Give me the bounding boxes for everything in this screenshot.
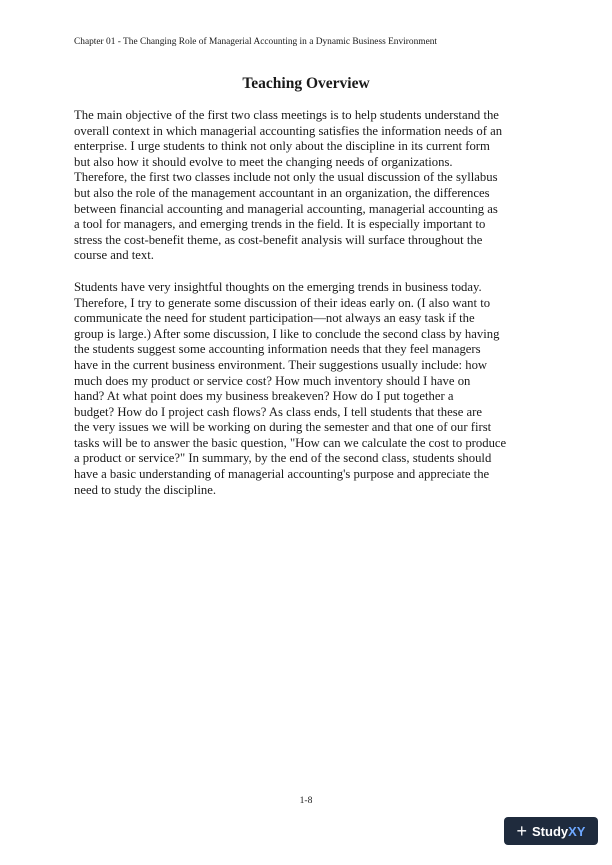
- text-line: enterprise. I urge students to think not only about the discipline in its current form: [74, 139, 490, 154]
- watermark-brand: Study: [532, 823, 569, 839]
- text-line: communicate the need for student participation—not always an easy task if the: [74, 311, 475, 326]
- text-line: budget? How do I project cash flows? As class ends, I tell students that these are: [74, 404, 483, 419]
- body-text: [74, 108, 544, 514]
- text-line: the very issues we will be working on during the semester and that one of our first: [74, 420, 492, 435]
- text-line: between financial accounting and managerial accounting, managerial accounting as: [74, 201, 498, 216]
- text-line: Students have very insightful thoughts on the emerging trends in business today.: [74, 279, 482, 294]
- paragraph-1: [74, 108, 544, 264]
- watermark-brand-accent: XY: [568, 823, 586, 839]
- text-line: stress the cost-benefit theme, as cost-benefit analysis will surface throughout the: [74, 232, 483, 247]
- page-number: 1-8: [299, 795, 313, 806]
- plus-icon: +: [516, 821, 528, 841]
- text-line: tasks will be to answer the basic question, "How can we calculate the cost to produce: [74, 435, 507, 450]
- text-line: The main objective of the first two class meetings is to help students understand the: [74, 108, 499, 122]
- text-line: have a basic understanding of managerial accounting's purpose and appreciate the: [74, 467, 490, 482]
- text-line: the students suggest some accounting information needs that they feel managers: [74, 342, 481, 357]
- text-line: but also how it should evolve to meet the changing needs of organizations.: [74, 154, 453, 169]
- text-line: a product or service?" In summary, by the end of the second class, students should: [74, 451, 492, 466]
- text-line: much does my product or service cost? How much inventory should I have on: [74, 373, 471, 388]
- text-line: group is large.) After some discussion, I like to conclude the second class by having: [74, 326, 500, 341]
- studyxy-watermark[interactable]: [504, 817, 598, 845]
- text-line: course and text.: [74, 248, 154, 263]
- text-line: a tool for managers, and emerging trends in the field. It is especially important to: [74, 217, 486, 232]
- text-line: Therefore, the first two classes include not only the usual discussion of the syllabus: [74, 170, 498, 185]
- text-line: but also the role of the management accountant in an organization, the differences: [74, 185, 490, 200]
- running-header: Chapter 01 - The Changing Role of Managerial Accounting in a Dynamic Business Environment: [74, 37, 438, 47]
- text-line: have in the current business environment. Their suggestions usually include: how: [74, 357, 488, 372]
- text-line: need to study the discipline.: [74, 482, 217, 497]
- page-title: Teaching Overview: [242, 75, 370, 92]
- text-line: Therefore, I try to generate some discussion of their ideas early on. (I also want to: [74, 295, 491, 310]
- paragraph-2: [74, 280, 544, 498]
- text-line: overall context in which managerial accounting satisfies the information needs of an: [74, 123, 503, 138]
- text-line: hand? At what point does my business breakeven? How do I put together a: [74, 389, 454, 404]
